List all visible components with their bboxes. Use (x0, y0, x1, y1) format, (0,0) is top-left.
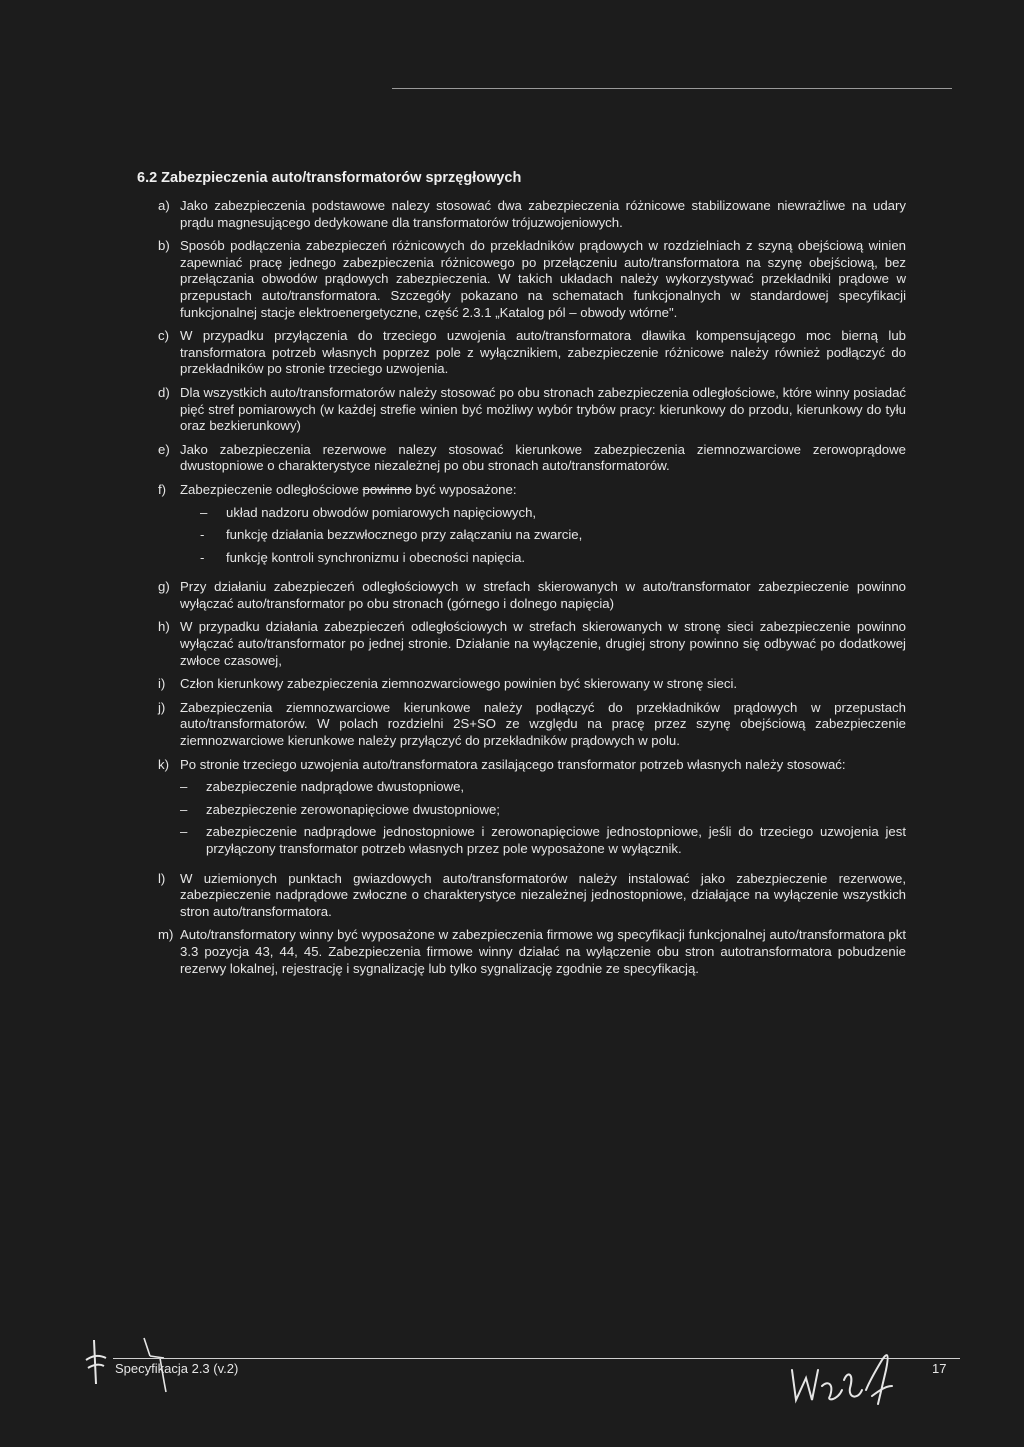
list-item (158, 328, 906, 378)
dash-marker: – (200, 504, 208, 520)
section-heading: 6.2 Zabezpieczenia auto/transformatorów sprzęgłowych (137, 170, 522, 186)
item-text-part: być wyposażone: (411, 481, 517, 497)
item-marker: h) (158, 619, 170, 635)
bullet-text: funkcję działania bezzwłocznego przy załączaniu na zwarcie, (226, 527, 583, 543)
dash-marker: - (200, 527, 205, 543)
item-text: Dla wszystkich auto/transformatorów należy stosować po obu stronach zabezpieczenia odległościowe, które winny posiadać pięć stref pomiarowych (w każdej strefie winien być możliwy wybór trybów pracy: kierunkowy do przodu, kierunkowy do tyłu oraz bezkierunkowy) (180, 384, 906, 434)
item-text: Zabezpieczenia ziemnozwarciowe kierunkowe należy podłączyć do przekładników prądowych w przepustach auto/transformatorów. W polach rozdzielni 2S+SO ze względu na pracę przez szynę obejściową zabezpieczenie ziemnozwarciowe kierunkowe należy przyłączyć do przekładników prądowych w polu. (180, 699, 906, 749)
dash-marker: - (200, 549, 205, 565)
item-text: Sposób podłączenia zabezpieczeń różnicowych do przekładników prądowych w rozdzielniach z szyną obejściową winien zapewniać pracę jednego zabezpieczenia różnicowego po przełączeniu auto/transformatora na szynę obejściową, bez przełączania obwodów prądowych zabezpieczenia. W takich układach należy wykorzystywać przekładniki prądowe w przepustach auto/transformatora. Szczegóły pokazano na schematach funkcjonalnych w standardowej specyfikacji funkcjonalnej stacje elektroenergetyczne, część 2.3.1 „Katalog pól – obwody wtórne". (180, 238, 906, 320)
bullet-item (200, 527, 906, 544)
item-marker: i) (158, 676, 166, 692)
bullet-text: zabezpieczenie nadprądowe jednostopniowe i zerowonapięciowe jednostopniowe, jeśli do trzeciego uzwojenia jest przyłączony transformator potrzeb własnych przez pole wyposażone w wyłącznik. (206, 824, 906, 856)
item-marker: d) (158, 384, 170, 400)
bullet-text: układ nadzoru obwodów pomiarowych napięciowych, (226, 504, 537, 520)
item-marker: m) (158, 927, 174, 943)
dash-marker: – (180, 801, 188, 817)
item-marker: j) (158, 699, 166, 715)
item-text: Jako zabezpieczenia podstawowe nalezy stosować dwa zabezpieczenia różnicowe stabilizowane niewrażliwe na udary prądu magnesującego dedykowane dla transformatorów trójuzwojeniowych. (180, 198, 906, 230)
item-marker: f) (158, 481, 167, 497)
item-marker: b) (158, 238, 170, 254)
dash-marker: – (180, 779, 188, 795)
item-text: Przy działaniu zabezpieczeń odległościowych w strefach skierowanych w auto/transformator zabezpieczenie powinno wyłączać auto/transformator po obu stronach (górnego i dolnego napięcia) (180, 579, 906, 611)
item-text (180, 482, 906, 499)
handwritten-signature (786, 1340, 896, 1410)
bullet-text: zabezpieczenie zerowonapięciowe dwustopniowe; (206, 801, 500, 817)
item-text: Po stronie trzeciego uzwojenia auto/transformatora zasilającego transformator potrzeb własnych należy stosować: (180, 756, 846, 772)
list-item (158, 198, 906, 231)
item-marker: c) (158, 328, 169, 344)
bullet-item (180, 824, 906, 857)
item-marker: a) (158, 198, 170, 213)
list-item (158, 700, 906, 750)
item-text: Człon kierunkowy zabezpieczenia ziemnozwarciowego powinien być skierowany w stronę sieci. (180, 676, 738, 692)
bullet-text: funkcję kontroli synchronizmu i obecności napięcia. (226, 549, 526, 565)
dash-marker: – (180, 824, 188, 840)
item-text: W uziemionych punktach gwiazdowych auto/transformatorów należy instalować jako zabezpieczenie rezerwowe, zabezpieczenie nadprądowe zwłoczne o charakterystyce niezależnej jednostopniowe, działające na wyłączenie wszystkich stron auto/transformatora. (180, 870, 906, 919)
item-text: W przypadku działania zabezpieczeń odległościowych w strefach skierowanych w stronę sieci zabezpieczenie powinno wyłączać auto/transformator po jednej stronie. Działanie na wyłączenie, drugiej strony powinno się odbywać po dodatkowej zwłoce czasowej, (180, 619, 906, 668)
list-item (158, 871, 906, 921)
list-item (158, 927, 906, 977)
handwritten-initials (82, 1338, 112, 1388)
bullet-item (200, 550, 906, 567)
item-text-part: Zabezpieczenie odległościowe (180, 481, 363, 497)
footer-document-id: Specyfikacja 2.3 (v.2) (115, 1361, 239, 1376)
bullet-text: zabezpieczenie nadprądowe dwustopniowe, (206, 779, 465, 795)
bullet-item (180, 802, 906, 819)
header-rule (392, 88, 952, 89)
struck-word: powinno (362, 481, 412, 497)
list-item (158, 385, 906, 435)
list-item (158, 442, 906, 475)
bullet-item (200, 505, 906, 522)
item-marker: k) (158, 756, 169, 772)
list-item (158, 619, 906, 669)
item-marker: e) (158, 441, 170, 457)
list-item (158, 579, 906, 612)
bullet-item (180, 779, 906, 796)
section-body (158, 198, 906, 984)
list-item (158, 676, 906, 693)
page-number: 17 (932, 1361, 947, 1376)
list-item (158, 757, 906, 864)
list-item (158, 482, 906, 572)
item-text: Jako zabezpieczenia rezerwowe nalezy stosować kierunkowe zabezpieczenia ziemnozwarciowe zerowoprądowe dwustopniowe o charakterystyce niezależnej po obu stronach auto/transformatorów. (180, 441, 906, 474)
item-marker: g) (158, 579, 170, 595)
item-text: Auto/transformatory winny być wyposażone w zabezpieczenia firmowe wg specyfikacji funkcjonalnej auto/transformatora pkt 3.3 pozycja 43, 44, 45. Zabezpieczenia firmowe winny działać na wyłączenie obu stron autotransformatora pobudzenie rezerwy lokalnej, rejestrację i sygnalizację lub tylko sygnalizację zgodnie ze specyfikacją. (180, 927, 906, 976)
item-text: W przypadku przyłączenia do trzeciego uzwojenia auto/transformatora dławika kompensującego moc bierną lub transformatora potrzeb własnych poprzez pole z wyłącznikiem, zabezpieczenie różnicowe należy również podłączyć do przekładników po stronie trzeciego uzwojenia. (180, 328, 906, 377)
item-marker: l) (158, 870, 166, 886)
list-item (158, 238, 906, 321)
